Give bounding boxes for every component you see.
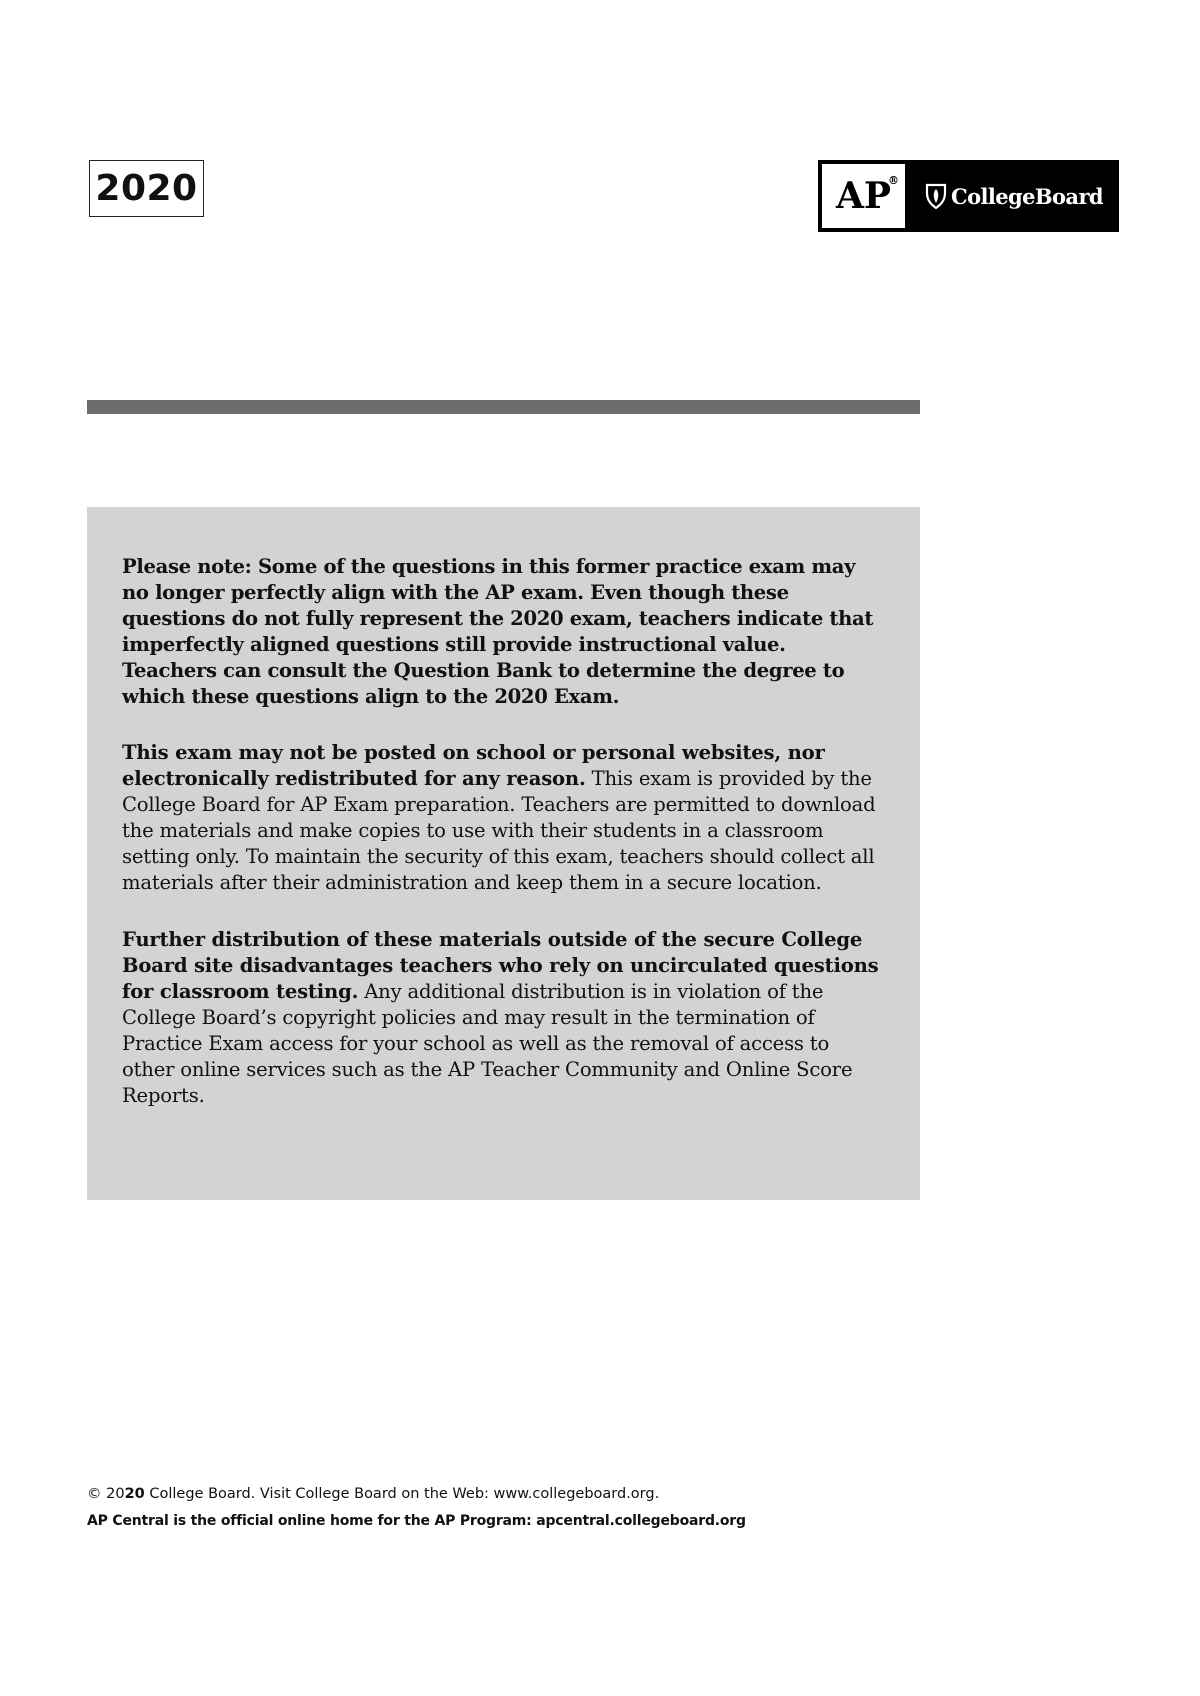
copyright-year-suffix: 20 <box>124 1486 145 1502</box>
ap-central-line: AP Central is the official online home for the AP Program: apcentral.collegeboard.org <box>87 1513 746 1529</box>
copyright-text: College Board. Visit College Board on the Web: www.collegeboard.org. <box>144 1486 660 1502</box>
registered-mark: ® <box>888 174 899 187</box>
copyright-line <box>87 1484 987 1504</box>
acorn-shield-icon <box>925 183 947 209</box>
collegeboard-logo <box>925 183 1103 209</box>
year-label: 2020 <box>89 160 204 217</box>
footer <box>87 1484 987 1531</box>
distribution-notice <box>122 927 882 1109</box>
notice-box <box>87 507 920 1200</box>
alignment-notice: Please note: Some of the questions in this former practice exam may no longer perfectly align with the AP exam. Even though these questions do not fully represent the 2020 exam, teachers indicate that imperfectly aligned questions still provide instructional value. Teachers can consult the Question Bank to determine the degree to which these questions align to the 2020 Exam. <box>122 555 874 708</box>
distribution-notice-bold: Further distribution of these materials outside of the secure College Board site disadvantages teachers who rely on uncirculated questions for classroom testing. <box>122 928 879 1003</box>
posting-notice-text: This exam is provided by the College Board for AP Exam preparation. Teachers are permitted to download the materials and make copies to use with their students in a classroom setting only. To maintain the security of this exam, teachers should collect all materials after their administration and keep them in a secure location. <box>122 767 876 894</box>
collegeboard-wordmark: CollegeBoard <box>951 183 1103 209</box>
ap-logo <box>822 164 905 228</box>
distribution-notice-text: Any additional distribution is in violation of the College Board’s copyright policies and may result in the termination of Practice Exam access for your school as well as the removal of access to other online services such as the AP Teacher Community and Online Score Reports. <box>122 980 853 1107</box>
posting-notice-bold: This exam may not be posted on school or personal websites, nor electronically redistributed for any reason. <box>122 741 825 790</box>
section-divider <box>87 400 920 414</box>
copyright-prefix: © 20 <box>87 1486 125 1502</box>
ap-logo-text: AP <box>835 175 891 217</box>
posting-notice <box>122 740 882 896</box>
ap-collegeboard-logo <box>818 160 1119 232</box>
